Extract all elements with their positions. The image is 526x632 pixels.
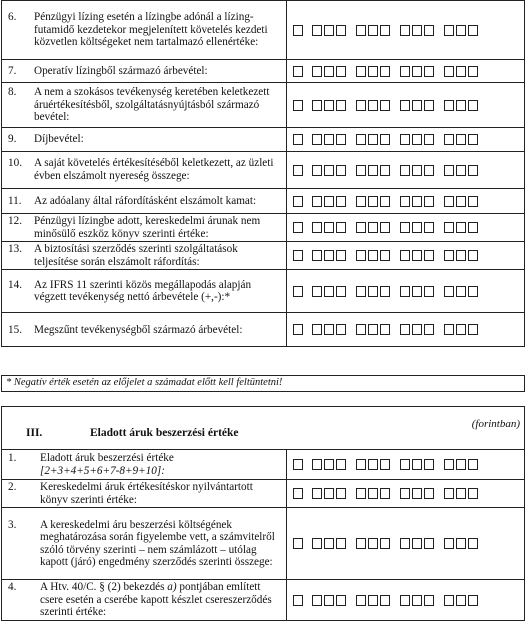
row-label: A Htv. 40/C. § (2) bekezdés a) pontjában említett csere esetén a cserébe kapott készlet csereszerződés szerinti értéke:: [40, 581, 272, 619]
digit-box[interactable]: [400, 286, 410, 297]
digit-box[interactable]: [456, 134, 466, 145]
row-number: 8.: [8, 86, 17, 99]
row-number: 13.: [8, 243, 22, 256]
digit-box[interactable]: [312, 488, 322, 499]
table-row: [2, 60, 525, 83]
section-title: Eladott áruk beszerzési értéke: [90, 427, 239, 439]
row-number: 7.: [8, 64, 17, 77]
amount-boxes[interactable]: [287, 580, 525, 621]
row-label: A kereskedelmi áru beszerzési költségének meghatározása során figyelembe vett, a számvitelről szóló törvény szerinti – nem számlázott – utólag kapott (járó) engedmény szerződés szerinti összege:: [40, 518, 275, 569]
digit-box[interactable]: [368, 100, 378, 111]
row-number: 3.: [8, 518, 17, 531]
digit-box[interactable]: [400, 165, 410, 176]
digit-box[interactable]: [324, 66, 334, 77]
digit-box[interactable]: [336, 196, 346, 207]
digit-box[interactable]: [293, 459, 303, 470]
digit-box[interactable]: [468, 459, 478, 470]
digit-box[interactable]: [368, 196, 378, 207]
digit-box[interactable]: [324, 100, 334, 111]
digit-box[interactable]: [356, 25, 366, 36]
digit-box[interactable]: [336, 25, 346, 36]
digit-box[interactable]: [380, 222, 390, 233]
digit-box[interactable]: [368, 488, 378, 499]
digit-box[interactable]: [456, 196, 466, 207]
row-label: Eladott áruk beszerzési értéke [2+3+4+5+6+7-8+9+10]:: [40, 451, 174, 477]
unit-label: (forintban): [471, 418, 520, 430]
digit-box[interactable]: [468, 488, 478, 499]
row-label: Kereskedelmi áruk értékesítéskor nyilvántartott könyv szerinti értéke:: [40, 481, 253, 506]
digit-box[interactable]: [380, 100, 390, 111]
amount-boxes[interactable]: [287, 480, 525, 508]
digit-box[interactable]: [444, 250, 454, 261]
digit-box[interactable]: [400, 538, 410, 549]
digit-box[interactable]: [456, 25, 466, 36]
digit-box[interactable]: [444, 100, 454, 111]
table-row: [2, 83, 525, 128]
table-row: [2, 580, 525, 621]
table-row: [2, 152, 525, 189]
digit-box[interactable]: [356, 286, 366, 297]
digit-box[interactable]: [293, 165, 303, 176]
row-number: 2.: [8, 481, 17, 493]
digit-box[interactable]: [312, 286, 322, 297]
digit-box[interactable]: [356, 538, 366, 549]
digit-box[interactable]: [324, 250, 334, 261]
digit-box[interactable]: [312, 165, 322, 176]
digit-box[interactable]: [468, 196, 478, 207]
digit-box[interactable]: [468, 595, 478, 606]
digit-box[interactable]: [368, 222, 378, 233]
digit-box[interactable]: [456, 324, 466, 335]
digit-box[interactable]: [356, 324, 366, 335]
digit-box[interactable]: [468, 324, 478, 335]
digit-box[interactable]: [368, 286, 378, 297]
digit-box[interactable]: [356, 595, 366, 606]
digit-box[interactable]: [324, 25, 334, 36]
digit-box[interactable]: [456, 165, 466, 176]
digit-box[interactable]: [424, 25, 434, 36]
digit-box[interactable]: [380, 250, 390, 261]
digit-box[interactable]: [456, 538, 466, 549]
amount-boxes[interactable]: [287, 83, 525, 128]
digit-box[interactable]: [312, 196, 322, 207]
digit-box[interactable]: [356, 196, 366, 207]
digit-box[interactable]: [312, 134, 322, 145]
digit-box[interactable]: [468, 134, 478, 145]
digit-box[interactable]: [356, 459, 366, 470]
digit-box[interactable]: [468, 538, 478, 549]
row-number: 6.: [8, 11, 17, 24]
digit-box[interactable]: [336, 100, 346, 111]
row-number: 4.: [8, 581, 17, 594]
digit-box[interactable]: [424, 286, 434, 297]
digit-box[interactable]: [400, 595, 410, 606]
row-number: 14.: [8, 278, 22, 291]
row-number: 1.: [8, 451, 17, 464]
digit-box[interactable]: [424, 324, 434, 335]
digit-box[interactable]: [400, 488, 410, 499]
digit-box[interactable]: [400, 222, 410, 233]
digit-box[interactable]: [424, 222, 434, 233]
digit-box[interactable]: [400, 196, 410, 207]
row-label: Megszűnt tevékenységből származó árbevétel:: [34, 323, 243, 336]
digit-box[interactable]: [400, 134, 410, 145]
digit-box[interactable]: [400, 100, 410, 111]
digit-box[interactable]: [412, 66, 422, 77]
digit-box[interactable]: [380, 595, 390, 606]
digit-box[interactable]: [444, 66, 454, 77]
row-label: A nem a szokásos tevékenység keretében keletkezett áruértékesítésből, szolgáltatásnyújtásból származó bevétel:: [34, 86, 270, 124]
digit-box[interactable]: [293, 196, 303, 207]
digit-box[interactable]: [293, 324, 303, 335]
digit-box[interactable]: [293, 488, 303, 499]
digit-box[interactable]: [312, 595, 322, 606]
amount-boxes[interactable]: [287, 242, 525, 270]
digit-box[interactable]: [293, 595, 303, 606]
table-row: [2, 508, 525, 580]
digit-box[interactable]: [356, 222, 366, 233]
row-label: A biztosítási szerződés szerinti szolgáltatások teljesítése során elszámolt ráfordítás:: [34, 243, 238, 268]
digit-box[interactable]: [356, 250, 366, 261]
table-row: [2, 313, 525, 347]
digit-box[interactable]: [336, 222, 346, 233]
digit-box[interactable]: [444, 488, 454, 499]
digit-box[interactable]: [336, 459, 346, 470]
digit-box[interactable]: [424, 538, 434, 549]
section-three-table: [1, 449, 525, 621]
digit-box[interactable]: [368, 165, 378, 176]
digit-box[interactable]: [412, 222, 422, 233]
digit-box[interactable]: [424, 134, 434, 145]
table-row: [2, 214, 525, 242]
digit-box[interactable]: [400, 459, 410, 470]
digit-box[interactable]: [312, 324, 322, 335]
digit-box[interactable]: [444, 324, 454, 335]
digit-box[interactable]: [456, 222, 466, 233]
digit-box[interactable]: [293, 100, 303, 111]
digit-box[interactable]: [312, 66, 322, 77]
amount-boxes[interactable]: [287, 313, 525, 347]
digit-box[interactable]: [356, 134, 366, 145]
digit-box[interactable]: [456, 100, 466, 111]
digit-box[interactable]: [444, 595, 454, 606]
digit-box[interactable]: [356, 66, 366, 77]
digit-box[interactable]: [312, 100, 322, 111]
digit-box[interactable]: [412, 459, 422, 470]
digit-box[interactable]: [412, 595, 422, 606]
digit-box[interactable]: [444, 196, 454, 207]
digit-box[interactable]: [456, 286, 466, 297]
digit-box[interactable]: [368, 250, 378, 261]
digit-box[interactable]: [444, 459, 454, 470]
row-number: 11.: [8, 194, 22, 207]
table-row: [2, 270, 525, 313]
row-label: Operatív lízingből származó árbevétel:: [34, 64, 208, 77]
section-number: III.: [26, 427, 43, 439]
digit-box[interactable]: [468, 286, 478, 297]
amount-boxes[interactable]: [287, 450, 525, 480]
row-number: 10.: [8, 157, 22, 170]
digit-box[interactable]: [380, 538, 390, 549]
digit-box[interactable]: [312, 250, 322, 261]
digit-box[interactable]: [312, 222, 322, 233]
digit-box[interactable]: [412, 25, 422, 36]
digit-box[interactable]: [336, 324, 346, 335]
digit-box[interactable]: [312, 25, 322, 36]
digit-box[interactable]: [380, 488, 390, 499]
digit-box[interactable]: [456, 488, 466, 499]
amount-boxes[interactable]: [287, 60, 525, 83]
table-row: [2, 242, 525, 270]
row-label: Díjbevétel:: [34, 133, 84, 146]
digit-box[interactable]: [444, 165, 454, 176]
digit-box[interactable]: [324, 222, 334, 233]
amount-boxes[interactable]: [287, 128, 525, 152]
digit-box[interactable]: [444, 222, 454, 233]
digit-box[interactable]: [356, 100, 366, 111]
digit-box[interactable]: [424, 250, 434, 261]
amount-boxes[interactable]: [287, 1, 525, 60]
row-formula: [2+3+4+5+6+7-8+9+10]:: [40, 464, 165, 477]
digit-box[interactable]: [380, 66, 390, 77]
digit-box[interactable]: [468, 165, 478, 176]
digit-box[interactable]: [400, 324, 410, 335]
digit-box[interactable]: [444, 538, 454, 549]
digit-box[interactable]: [456, 595, 466, 606]
digit-box[interactable]: [424, 165, 434, 176]
digit-box[interactable]: [444, 286, 454, 297]
digit-box[interactable]: [368, 66, 378, 77]
amount-boxes[interactable]: [287, 214, 525, 242]
table-row: [2, 128, 525, 152]
row-number: 12.: [8, 215, 22, 227]
digit-box[interactable]: [468, 100, 478, 111]
digit-box[interactable]: [444, 25, 454, 36]
digit-box[interactable]: [468, 25, 478, 36]
digit-box[interactable]: [336, 488, 346, 499]
section-two-table: [1, 0, 525, 347]
digit-box[interactable]: [468, 66, 478, 77]
digit-box[interactable]: [324, 165, 334, 176]
table-row: [2, 450, 525, 480]
digit-box[interactable]: [368, 538, 378, 549]
digit-box[interactable]: [380, 25, 390, 36]
digit-box[interactable]: [336, 134, 346, 145]
row-label: Pénzügyi lízingbe adott, kereskedelmi árunak nem minősülő eszköz könyv szerinti értéke:: [34, 215, 261, 240]
digit-box[interactable]: [412, 165, 422, 176]
digit-box[interactable]: [324, 538, 334, 549]
digit-box[interactable]: [368, 134, 378, 145]
digit-box[interactable]: [324, 488, 334, 499]
digit-box[interactable]: [336, 165, 346, 176]
digit-box[interactable]: [468, 250, 478, 261]
amount-boxes[interactable]: [287, 152, 525, 189]
digit-box[interactable]: [293, 134, 303, 145]
digit-box[interactable]: [368, 459, 378, 470]
digit-box[interactable]: [412, 196, 422, 207]
amount-boxes[interactable]: [287, 189, 525, 214]
digit-box[interactable]: [400, 25, 410, 36]
digit-box[interactable]: [380, 196, 390, 207]
digit-box[interactable]: [412, 286, 422, 297]
digit-box[interactable]: [324, 196, 334, 207]
digit-box[interactable]: [368, 25, 378, 36]
section-three-header: [1, 406, 525, 449]
digit-box[interactable]: [424, 66, 434, 77]
digit-box[interactable]: [412, 324, 422, 335]
digit-box[interactable]: [356, 488, 366, 499]
digit-box[interactable]: [424, 100, 434, 111]
amount-boxes[interactable]: [287, 508, 525, 580]
digit-box[interactable]: [356, 165, 366, 176]
digit-box[interactable]: [424, 196, 434, 207]
digit-box[interactable]: [444, 134, 454, 145]
table-row: [2, 480, 525, 508]
row-label: Pénzügyi lízing esetén a lízingbe adónál a lízing-futamidő kezdetekor megjelenített követelés kezdeti közvetlen költségeket nem tartalmazó ellenértéke:: [34, 11, 268, 49]
digit-box[interactable]: [412, 100, 422, 111]
digit-box[interactable]: [412, 250, 422, 261]
digit-box[interactable]: [380, 134, 390, 145]
digit-box[interactable]: [293, 222, 303, 233]
table-row: [2, 189, 525, 214]
table-row: [2, 1, 525, 60]
amount-boxes[interactable]: [287, 270, 525, 313]
digit-box[interactable]: [293, 66, 303, 77]
digit-box[interactable]: [456, 250, 466, 261]
digit-box[interactable]: [324, 286, 334, 297]
digit-box[interactable]: [400, 250, 410, 261]
digit-box[interactable]: [456, 459, 466, 470]
digit-box[interactable]: [336, 595, 346, 606]
digit-box[interactable]: [324, 324, 334, 335]
digit-box[interactable]: [312, 459, 322, 470]
footnote: * Negatív érték esetén az előjelet a számadat előtt kell feltüntetni!: [1, 375, 525, 392]
digit-box[interactable]: [324, 459, 334, 470]
digit-box[interactable]: [380, 286, 390, 297]
digit-box[interactable]: [400, 66, 410, 77]
digit-box[interactable]: [380, 324, 390, 335]
digit-box[interactable]: [456, 66, 466, 77]
digit-box[interactable]: [380, 165, 390, 176]
row-label: Az IFRS 11 szerinti közös megállapodás alapján végzett tevékenység nettó árbevétele (+,-):*: [34, 278, 252, 304]
row-number: 9.: [8, 133, 17, 146]
digit-box[interactable]: [368, 324, 378, 335]
digit-box[interactable]: [380, 459, 390, 470]
digit-box[interactable]: [412, 538, 422, 549]
row-label: A saját követelés értékesítéséből keletkezett, az üzleti évben elszámolt nyereség összege:: [34, 157, 274, 182]
digit-box[interactable]: [293, 25, 303, 36]
digit-box[interactable]: [468, 222, 478, 233]
digit-box[interactable]: [336, 538, 346, 549]
digit-box[interactable]: [293, 286, 303, 297]
row-number: 15.: [8, 323, 22, 336]
digit-box[interactable]: [412, 488, 422, 499]
digit-box[interactable]: [412, 134, 422, 145]
row-label: Az adóalany által ráfordításként elszámolt kamat:: [34, 194, 257, 207]
digit-box[interactable]: [368, 595, 378, 606]
digit-box[interactable]: [336, 250, 346, 261]
digit-box[interactable]: [324, 134, 334, 145]
digit-box[interactable]: [324, 595, 334, 606]
digit-box[interactable]: [336, 286, 346, 297]
digit-box[interactable]: [424, 595, 434, 606]
digit-box[interactable]: [336, 66, 346, 77]
digit-box[interactable]: [424, 488, 434, 499]
digit-box[interactable]: [424, 459, 434, 470]
digit-box[interactable]: [312, 538, 322, 549]
digit-box[interactable]: [293, 250, 303, 261]
digit-box[interactable]: [293, 538, 303, 549]
